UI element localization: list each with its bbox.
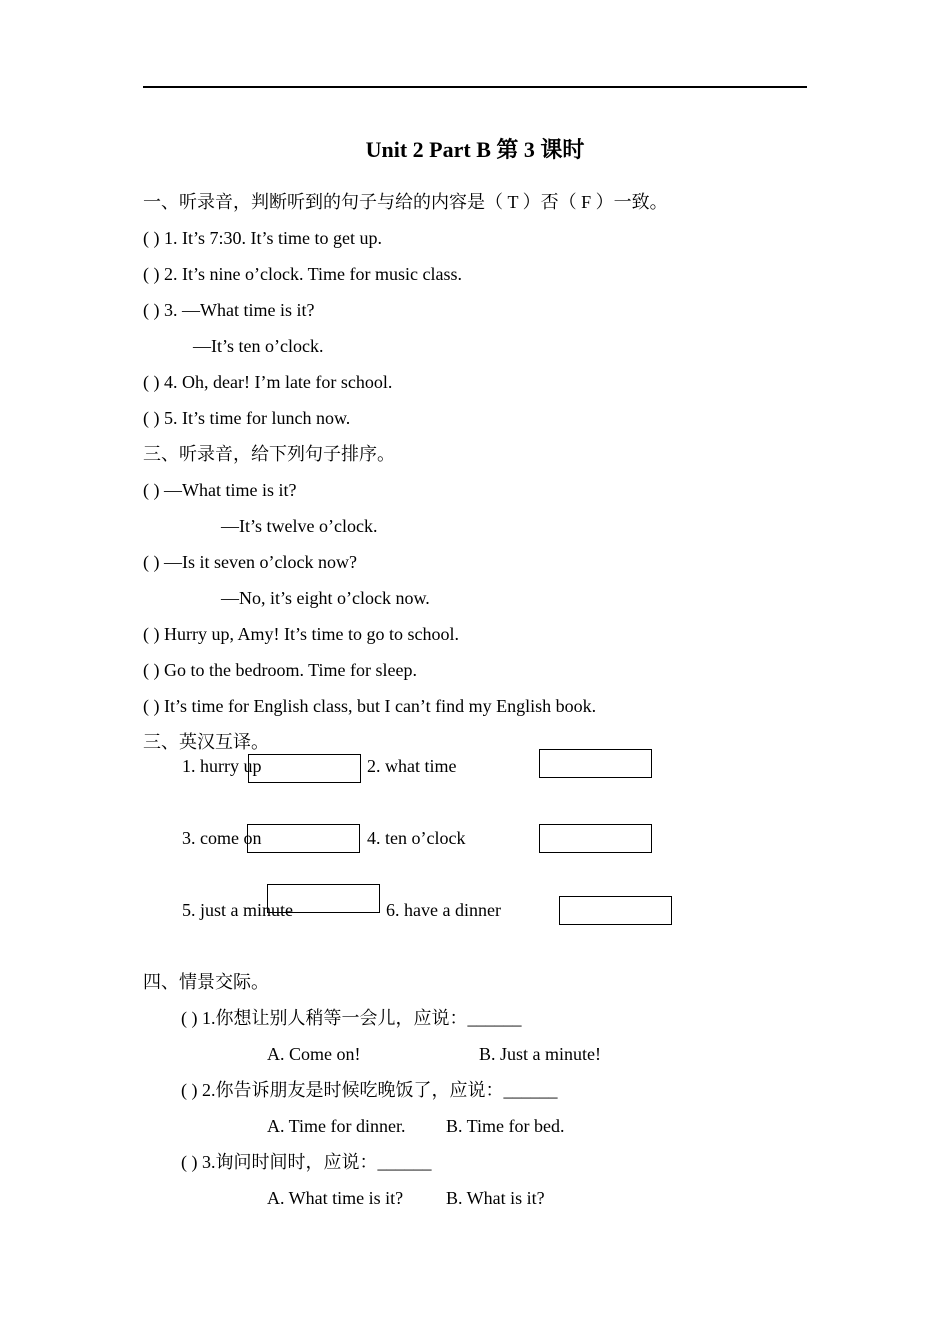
answer-box-2[interactable]	[539, 749, 652, 778]
translate-item-2: 2. what time	[367, 756, 457, 776]
section2-item-4: ( ) Go to the bedroom. Time for sleep.	[143, 660, 417, 680]
answer-box-4[interactable]	[539, 824, 652, 853]
section2-heading: 三、听录音，给下列句子排序。	[143, 444, 395, 464]
situation-1-option-b: B. Just a minute!	[479, 1044, 601, 1064]
situation-3-option-a: A. What time is it?	[267, 1188, 404, 1208]
section2-item-1: ( ) —What time is it?	[143, 480, 297, 500]
section2-item-5: ( ) It’s time for English class, but I can’t find my English book.	[143, 696, 597, 716]
translate-item-5: 5. just a minute	[182, 900, 293, 920]
section1-item-5: ( ) 5. It’s time for lunch now.	[143, 408, 351, 428]
section2-item-2-answer: —No, it’s eight o’clock now.	[221, 588, 430, 608]
situation-2-option-b: B. Time for bed.	[446, 1116, 565, 1136]
situation-question-1: ( ) 1.你想让别人稍等一会儿，应说：______	[181, 1008, 522, 1028]
answer-box-3[interactable]	[247, 824, 360, 853]
answer-box-1[interactable]	[248, 754, 361, 783]
section2-item-3: ( ) Hurry up, Amy! It’s time to go to school.	[143, 624, 459, 644]
section1-item-2: ( ) 2. It’s nine o’clock. Time for music class.	[143, 264, 462, 284]
answer-box-5[interactable]	[267, 884, 380, 913]
translate-item-3: 3. come on	[182, 828, 262, 848]
section3-heading: 三、英汉互译。	[143, 732, 269, 752]
section1-item-3-answer: —It’s ten o’clock.	[193, 336, 324, 356]
section1-item-4: ( ) 4. Oh, dear! I’m late for school.	[143, 372, 393, 392]
section1-item-3: ( ) 3. —What time is it?	[143, 300, 315, 320]
situation-question-2: ( ) 2.你告诉朋友是时候吃晚饭了，应说：______	[181, 1080, 558, 1100]
section4-heading: 四、情景交际。	[143, 972, 269, 992]
situation-1-option-a: A. Come on!	[267, 1044, 361, 1064]
answer-box-6[interactable]	[559, 896, 672, 925]
section1-heading: 一、听录音，判断听到的句子与给的内容是（ T ）否（ F ）一致。	[143, 192, 668, 212]
situation-2-option-a: A. Time for dinner.	[267, 1116, 406, 1136]
situation-3-option-b: B. What is it?	[446, 1188, 545, 1208]
translate-item-1: 1. hurry up	[182, 756, 262, 776]
section2-item-1-answer: —It’s twelve o’clock.	[221, 516, 378, 536]
section1-item-1: ( ) 1. It’s 7:30. It’s time to get up.	[143, 228, 382, 248]
page-title: Unit 2 Part B 第 3 课时	[365, 137, 585, 162]
translate-item-4: 4. ten o’clock	[367, 828, 466, 848]
situation-question-3: ( ) 3.询问时间时，应说：______	[181, 1152, 432, 1172]
section2-item-2: ( ) —Is it seven o’clock now?	[143, 552, 357, 572]
header-rule	[143, 86, 807, 88]
translate-item-6: 6. have a dinner	[386, 900, 501, 920]
